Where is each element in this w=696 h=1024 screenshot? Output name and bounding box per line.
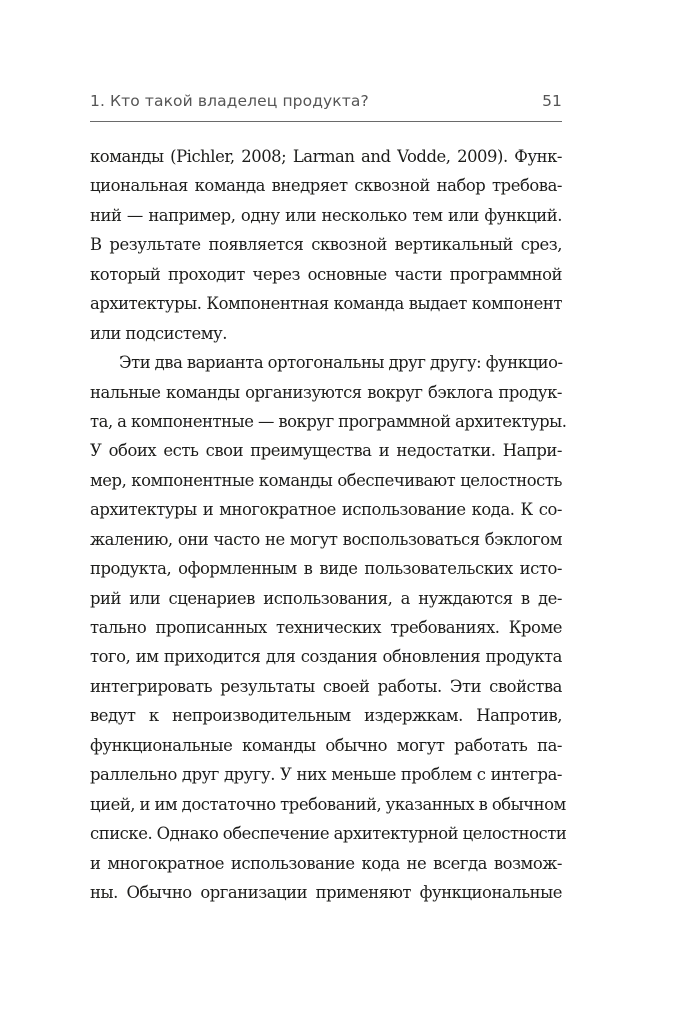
text-line: архитектуры и многократное использование кода. К со- [90,500,562,520]
text-line: циональная команда внедряет сквозной набор требова- [90,176,562,196]
text-line: того, им приходится для создания обновления продукта [90,647,562,667]
text-line: интегрировать результаты своей работы. Эти свойства [90,676,562,696]
text-line: У обоих есть свои преимущества и недостатки. Напри- [90,441,562,461]
paragraph [90,142,562,348]
text-line: функциональные команды обычно могут работать па- [90,735,562,755]
text-line: та, а компонентные — вокруг программной архитектуры. [90,411,567,431]
text-line: который проходит через основные части программной [90,264,562,284]
text-line: жалению, они часто не могут воспользоваться бэклогом [90,529,562,549]
text-line: и многократное использование кода не всегда возмож- [90,853,562,873]
paragraph [90,348,567,907]
body-text [90,142,567,907]
header-divider [90,121,562,122]
running-header [90,92,562,114]
text-line: мер, компонентные команды обеспечивают целостность [90,470,562,490]
text-line: ний — например, одну или несколько тем или функций. [90,205,562,225]
text-line: нальные команды организуются вокруг бэклога продук- [90,382,562,402]
text-line: архитектуры. Компонентная команда выдает компонент [90,294,562,314]
text-line: ведут к непроизводительным издержкам. Напротив, [90,706,562,726]
text-line: списке. Однако обеспечение архитектурной целостности [90,824,567,844]
text-line: рий или сценариев использования, а нуждаются в де- [90,588,562,608]
text-line: раллельно друг другу. У них меньше проблем с интегра- [90,765,562,785]
text-line: ны. Обычно организации применяют функциональные [90,882,562,902]
text-line: команды (Pichler, 2008; Larman and Vodde, 2009). Функ- [90,147,562,166]
text-line: В результате появляется сквозной вертикальный срез, [90,235,562,255]
text-line: продукта, оформленным в виде пользовательских исто- [90,559,562,579]
text-line: Эти два варианта ортогональны друг другу: функцио- [119,353,563,373]
page-number: 51 [542,92,562,110]
text-line: цией, и им достаточно требований, указанных в обычном [90,794,566,814]
text-line: тально прописанных технических требованиях. Кроме [90,618,562,637]
text-line: или подсистему. [90,323,227,343]
chapter-title: 1. Кто такой владелец продукта? [90,92,369,110]
